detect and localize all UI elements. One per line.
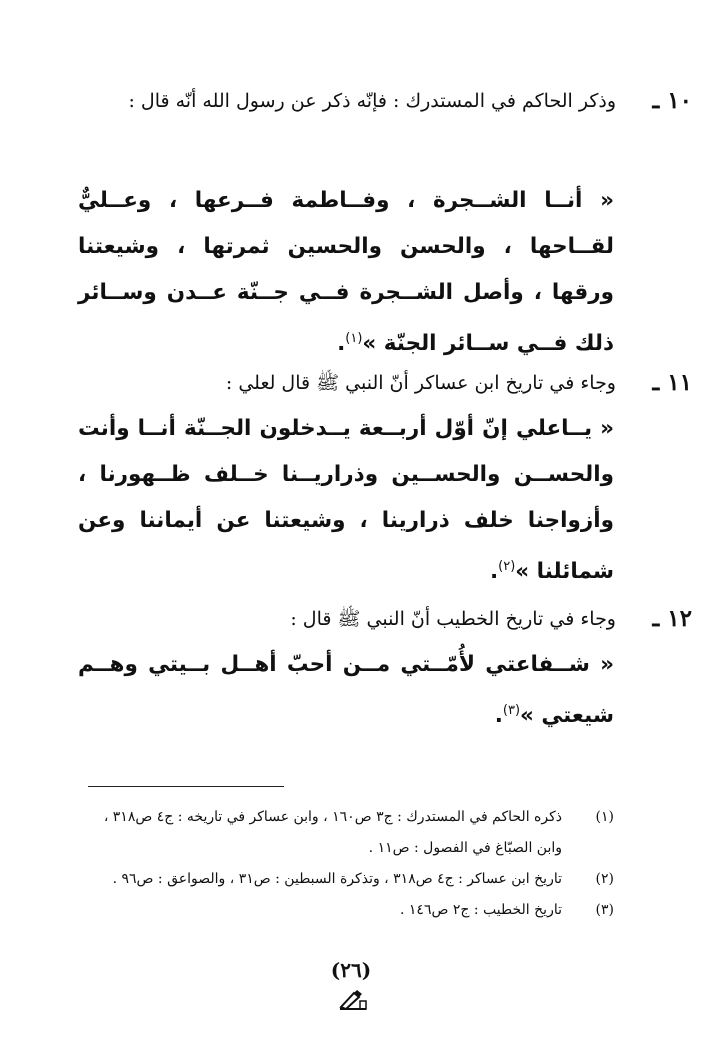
entry-intro: وجاء في تاريخ الخطيب أنّ النبي ﷺ قال :: [290, 608, 616, 630]
entry-quote: « يــاعلي إنّ أوّل أربــعة يــدخلون الجــنّة أنــا وأنت والحســن والحســين وذراريــنا خــلف ظــهورنا ، وأزواجنا خلف ذرارينا ، وشيعتنا عن أيماننا وعن شمائلنا »$^{(٢)}$.: [78, 416, 614, 585]
footnote-text: تاريخ ابن عساكر : ج٤ ص٣١٨ ، وتذكرة السبطين : ص٣١ ، والصواعق : ص٩٦ .: [112, 871, 562, 887]
quote-text: « شــفاعتي لأُمّــتي مــن أحبّ أهــل بــيتي وهــم شيعتي »: [78, 652, 614, 729]
quote-text: « يــاعلي إنّ أوّل أربــعة يــدخلون الجــنّة أنــا وأنت والحســن والحســين وذراريــنا خــلف ظــهورنا ، وأزواجنا خلف ذرارينا ، وشيعتنا عن أيماننا وعن شمائلنا »: [78, 416, 614, 585]
footnote-text: ذكره الحاكم في المستدرك : ج٣ ص١٦٠ ، وابن عساكر في تاريخه : ج٤ ص٣١٨ ، وابن الصبّاغ في الفصول : ص١١ .: [103, 809, 562, 856]
footnote-2: [78, 864, 614, 895]
entry-number: ١٢ ـ: [652, 605, 692, 632]
quote-text: « أنــا الشــجرة ، وفــاطمة فــرعها ، وعــليٌّ لقــاحها ، والحسن والحسين ثمرتها ، وشيعتنا ورقها ، وأصل الشــجرة فــي جــنّة عــدن وســائر ذلك فــي ســائر الجنّة »: [78, 188, 614, 357]
page-number: (٢٦): [330, 958, 372, 982]
entry-number: ١٠ ـ: [652, 87, 692, 114]
entry-quote: « شــفاعتي لأُمّــتي مــن أحبّ أهــل بــيتي وهــم شيعتي »$^{(٣)}$.: [78, 652, 614, 729]
footnote-number: (٣): [595, 902, 614, 918]
footnote-number: (١): [595, 809, 614, 825]
pen-icon: [338, 988, 368, 1015]
footnote-1: [78, 802, 614, 864]
footnote-3: [78, 895, 614, 926]
entry-quote: « أنــا الشــجرة ، وفــاطمة فــرعها ، وعــليٌّ لقــاحها ، والحسن والحسين ثمرتها ، وشيعتنا ورقها ، وأصل الشــجرة فــي جــنّة عــدن وســائر ذلك فــي ســائر الجنّة »$^{(١)}$.: [78, 188, 614, 357]
footnote-number: (٢): [595, 871, 614, 887]
footnote-text: تاريخ الخطيب : ج٢ ص١٤٦ .: [400, 902, 562, 918]
footnote-divider: [88, 786, 284, 787]
entry-intro: وذكر الحاكم في المستدرك : فإنّه ذكر عن رسول الله أنّه قال :: [128, 90, 616, 112]
entry-intro: وجاء في تاريخ ابن عساكر أنّ النبي ﷺ قال لعلي :: [225, 372, 616, 394]
entry-number: ١١ ـ: [652, 369, 692, 396]
footnote-ref: (٣): [502, 703, 521, 718]
footnote-ref: (٢): [498, 559, 516, 574]
footnotes: [78, 802, 614, 926]
footnote-ref: (١): [345, 331, 363, 346]
